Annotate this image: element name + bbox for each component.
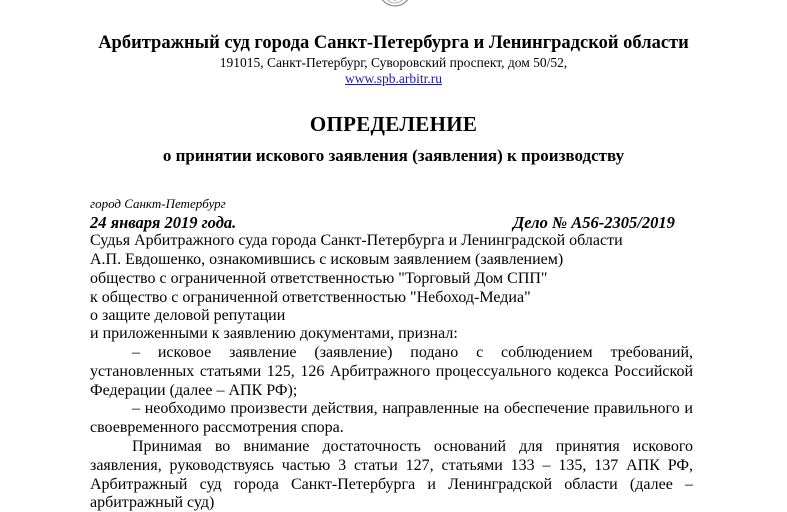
- ruling-line-4: арбитражный суд): [90, 494, 693, 512]
- document-date: 24 января 2019 года.: [90, 213, 236, 233]
- body-line-subject: о защите деловой репутации: [90, 307, 285, 325]
- court-emblem-icon: [370, 0, 420, 8]
- finding-1-line-3: Федерации (далее – АПК РФ);: [90, 382, 693, 400]
- body-line-documents: и приложенными к заявлению документами, признал:: [90, 325, 458, 343]
- ruling-line-1: Принимая во внимание достаточность оснований для принятия искового: [132, 438, 693, 456]
- court-website-link[interactable]: www.spb.arbitr.ru: [0, 71, 787, 87]
- court-name: Арбитражный суд города Санкт-Петербурга и Ленинградской области: [0, 33, 787, 54]
- court-address: 191015, Санкт-Петербург, Суворовский проспект, дом 50/52,: [0, 55, 787, 71]
- finding-2-line-2: своевременного рассмотрения спора.: [90, 419, 693, 437]
- body-line-judge: Судья Арбитражного суда города Санкт-Петербурга и Ленинградской области: [90, 232, 623, 250]
- finding-1-line-1: – исковое заявление (заявление) подано с соблюдением требований,: [132, 344, 693, 362]
- ruling-line-3: Арбитражный суд города Санкт-Петербурга и Ленинградской области (далее –: [90, 476, 693, 494]
- finding-2-line-1: – необходимо произвести действия, направленные на обеспечение правильного и: [132, 400, 693, 418]
- document-subtitle: о принятии искового заявления (заявления) к производству: [0, 146, 787, 166]
- finding-1-line-2: установленных статьями 125, 126 Арбитражного процессуального кодекса Российской: [90, 363, 693, 381]
- ruling-line-2: заявления, руководствуясь частью 3 статьи 127, статьями 133 – 135, 137 АПК РФ,: [90, 457, 693, 475]
- body-line-plaintiff: общество с ограниченной ответственностью "Торговый Дом СПП": [90, 270, 547, 288]
- body-line-defendant: к общество с ограниченной ответственностью "Небоход-Медиа": [90, 289, 531, 307]
- city-label: город Санкт-Петербург: [90, 196, 226, 212]
- body-line-judge-name: А.П. Евдошенко, ознакомившись с исковым заявлением (заявлением): [90, 251, 563, 269]
- case-number: Дело № А56-2305/2019: [513, 213, 675, 233]
- document-title: ОПРЕДЕЛЕНИЕ: [0, 112, 787, 137]
